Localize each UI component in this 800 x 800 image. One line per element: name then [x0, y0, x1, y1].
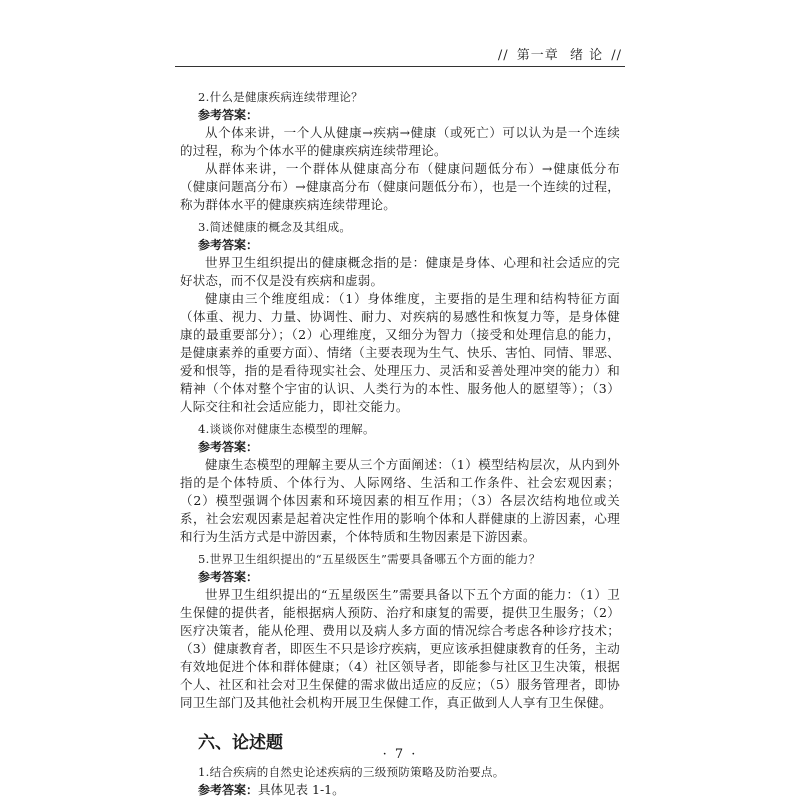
question-2: 2.什么是健康疾病连续带理论？ — [198, 90, 363, 104]
header-slash-right: // — [611, 48, 622, 63]
running-head — [495, 44, 625, 63]
question-5: 5.世界卫生组织提出的“五星级医生”需要具备哪五个方面的能力？ — [198, 552, 541, 566]
answer-paragraph: 世界卫生组织提出的“五星级医生”需要具备以下五个方面的能力：（1）卫生保健的提供者，能根据病人预防、治疗和康复的需要，提供卫生服务；（2）医疗决策者，能从伦理、费用以及病人多方面的情况综合考虑各种诊疗技术；（3）健康教育者，即医生不只是诊疗疾病，更应该承担健康教育的任务，主动有效地促进个体和群体健康；（4）社区领导者，即能参与社区卫生决策，根据个人、社区和社会对卫生保健的需求做出适应的反应；（5）服务管理者，即协同卫生部门及其他社会机构开展卫生保健工作，真正做到人人享有卫生保健。 — [180, 587, 620, 710]
header-rule — [175, 66, 625, 67]
question-block-2 — [180, 88, 620, 214]
header-title: 绪 论 — [569, 48, 604, 63]
answer-paragraph: 世界卫生组织提出的健康概念指的是：健康是身体、心理和社会适应的完好状态，而不仅是没有疾病和虚弱。 — [180, 255, 620, 288]
answer-paragraph: 从个体来讲，一个人从健康→疾病→健康（或死亡）可以认为是一个连续的过程，称为个体水平的健康疾病连续带理论。 — [180, 125, 620, 158]
header-chapter: 第一章 — [516, 48, 559, 63]
question-block-4 — [180, 420, 620, 546]
answer-label: 参考答案： — [198, 238, 259, 252]
page-number: · 7 · — [382, 747, 418, 762]
answer-label: 参考答案： — [198, 440, 259, 454]
answer-paragraph: 健康由三个维度组成：（1）身体维度，主要指的是生理和结构特征方面（体重、视力、力量、协调性、耐力、对疾病的易感性和恢复力等，是身体健康的最重要部分）；（2）心理维度，又细分为智力（接受和处理信息的能力，是健康素养的重要方面）、情绪（主要表现为生气、快乐、害怕、同情、罪恶、爱和恨等，指的是看待现实社会、处理压力、灵活和妥善处理冲突的能力）和精神（个体对整个宇宙的认识、人类行为的本性、服务他人的愿望等）；（3）人际交往和社会适应能力，即社交能力。 — [180, 291, 620, 414]
question-4: 4.谈谈你对健康生态模型的理解。 — [198, 422, 375, 436]
answer-label: 参考答案： — [198, 783, 259, 797]
answer-label: 参考答案： — [198, 108, 259, 122]
question-block-6-1 — [180, 763, 620, 799]
inline-answer — [198, 781, 620, 799]
section-heading: 六、论述题 — [198, 733, 283, 753]
answer-paragraph: 从群体来讲，一个群体从健康高分布（健康问题低分布）→健康低分布（健康问题高分布）→健康高分布（健康问题低分布），也是一个连续的过程，称为群体水平的健康疾病连续带理论。 — [180, 161, 620, 212]
question-3: 3.简述健康的概念及其组成。 — [198, 220, 352, 234]
question-block-3 — [180, 218, 620, 416]
page-content — [180, 84, 620, 799]
question-6-1: 1.结合疾病的自然史论述疾病的三级预防策略及防治要点。 — [198, 765, 505, 779]
answer-paragraph: 健康生态模型的理解主要从三个方面阐述：（1）模型结构层次，从内到外指的是个体特质、个体行为、人际网络、生活和工作条件、社会宏观因素；（2）模型强调个体因素和环境因素的相互作用；（3）各层次结构地位或关系，社会宏观因素是起着决定性作用的影响个体和人群健康的上游因素，心理和行为生活方式是中游因素，个体特质和生物因素是下游因素。 — [180, 457, 620, 544]
header-slash-left: // — [497, 48, 509, 63]
question-block-5 — [180, 550, 620, 712]
answer-label: 参考答案： — [198, 570, 259, 584]
answer-text: 具体见表 1-1。 — [258, 782, 345, 797]
